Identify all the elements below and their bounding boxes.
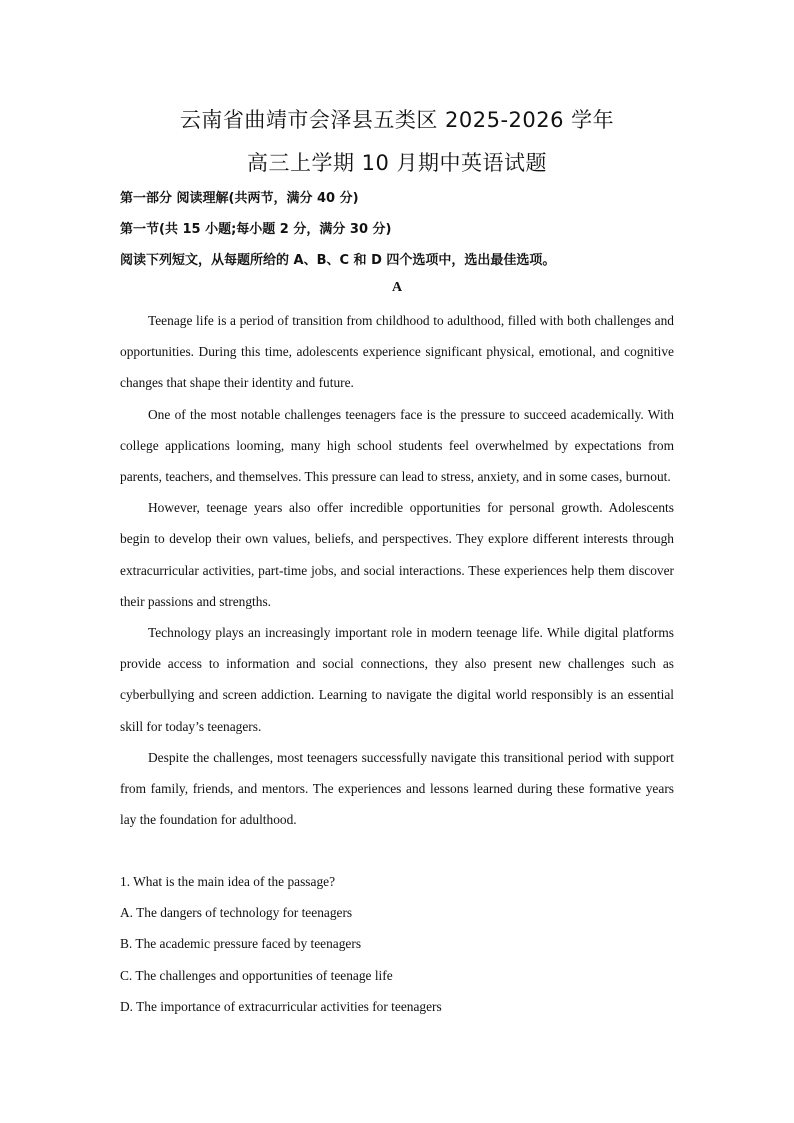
instructions: 阅读下列短文，从每题所给的 A、B、C 和 D 四个选项中，选出最佳选项。 [120, 253, 556, 268]
paragraph: Technology plays an increasingly important role in modern teenage life. While digital platforms provide access to information and social connections, they also present new challenges such as cyberbullying and screen addiction. Learning to navigate the digital world responsibly is an essential skill for today’s teenagers. [120, 625, 674, 734]
option-a: A. The dangers of technology for teenagers [120, 905, 353, 921]
passage-letter: A [391, 280, 403, 295]
paragraph: However, teenage years also offer incredible opportunities for personal growth. Adolescents begin to develop their own values, beliefs, and perspectives. They explore different interests through extracurricular activities, part-time jobs, and social interactions. These experiences help them discover their passions and strengths. [120, 500, 674, 609]
paragraph: Teenage life is a period of transition from childhood to adulthood, filled with both challenges and opportunities. During this time, adolescents experience significant physical, emotional, and cognitive changes that shape their identity and future. [120, 313, 674, 391]
option-b: B. The academic pressure faced by teenagers [120, 936, 362, 952]
reading-passage [120, 305, 674, 835]
question-1 [120, 866, 674, 1022]
section-heading: 第一节(共 15 小题;每小题 2 分，满分 30 分) [120, 222, 392, 237]
exam-title-line2: 高三上学期 10 月期中英语试题 [246, 151, 548, 175]
exam-title-line1: 云南省曲靖市会泽县五类区 2025-2026 学年 [179, 108, 615, 132]
option-c: C. The challenges and opportunities of teenage life [120, 967, 393, 983]
option-d: D. The importance of extracurricular activities for teenagers [120, 998, 442, 1014]
paragraph: Despite the challenges, most teenagers successfully navigate this transitional period with support from family, friends, and mentors. The experiences and lessons learned during these formative years lay the foundation for adulthood. [120, 749, 674, 828]
part-heading: 第一部分 阅读理解(共两节，满分 40 分) [120, 191, 359, 206]
question-stem: 1. What is the main idea of the passage? [120, 874, 336, 889]
paragraph: One of the most notable challenges teenagers face is the pressure to succeed academically. With college applications looming, many high school students feel overwhelmed by expectations from parents, teachers, and themselves. This pressure can lead to stress, anxiety, and in some cases, burnout. [120, 406, 674, 485]
